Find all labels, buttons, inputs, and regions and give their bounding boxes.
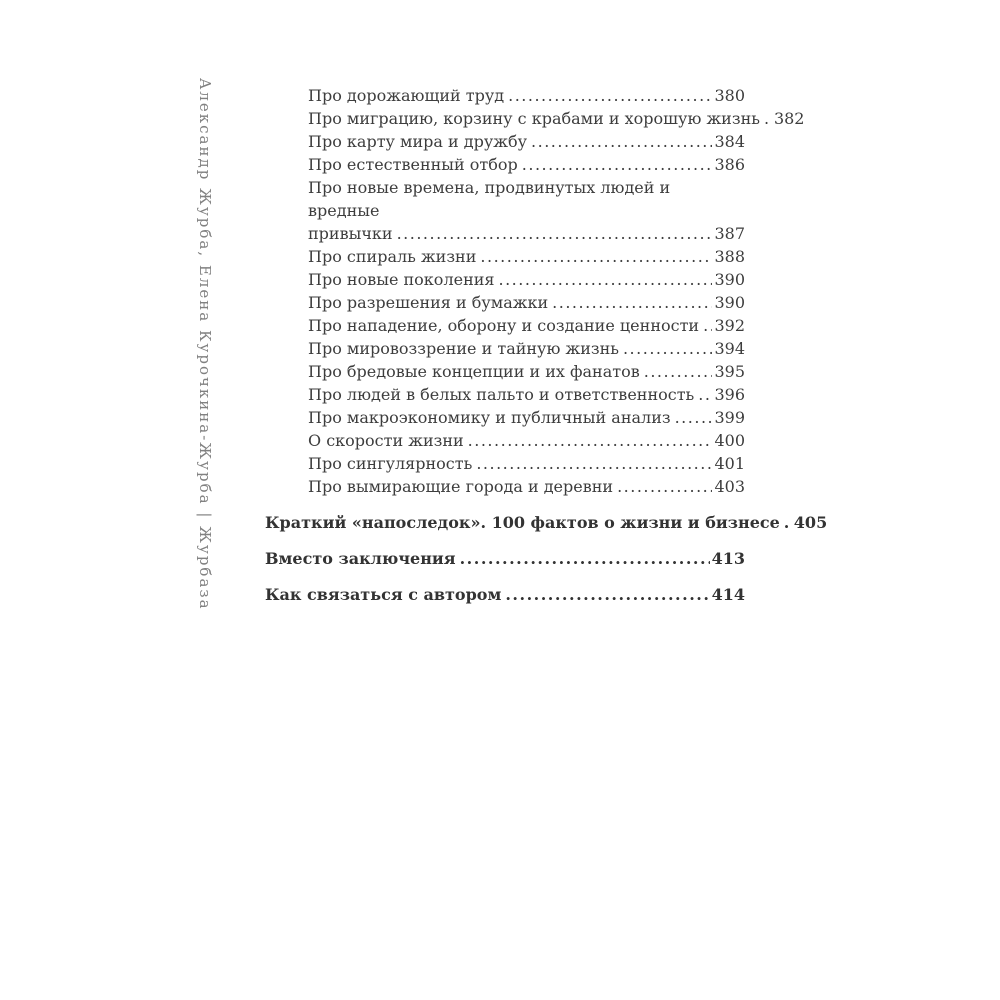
toc-entry-title: Про сингулярность xyxy=(308,454,473,473)
toc-entry xyxy=(265,222,745,245)
toc-entry-title: Как связаться с автором xyxy=(265,585,502,604)
toc-entry xyxy=(265,291,745,314)
toc-entry xyxy=(265,511,828,534)
toc-entry-page: 380 xyxy=(714,86,745,105)
toc-entry-title: Про вымирающие города и деревни xyxy=(308,477,614,496)
dot-leader xyxy=(703,314,712,337)
dot-leader xyxy=(476,452,712,475)
toc-list xyxy=(265,84,828,606)
toc-entry-page: 388 xyxy=(714,247,745,266)
dot-leader xyxy=(480,245,712,268)
dot-leader xyxy=(508,84,712,107)
toc-entry-page: 414 xyxy=(711,585,745,604)
dot-leader xyxy=(784,511,792,534)
dot-leader xyxy=(499,268,713,291)
toc-entry-page: 392 xyxy=(714,316,745,335)
toc-entry xyxy=(265,153,745,176)
toc-entry xyxy=(265,583,745,606)
toc-entry xyxy=(265,314,745,337)
toc-entry xyxy=(265,547,745,570)
dot-leader xyxy=(623,337,712,360)
toc-entry-page: 384 xyxy=(714,132,745,151)
toc-entry-page: 386 xyxy=(714,155,745,174)
toc-entry-title: Про разрешения и бумажки xyxy=(308,293,549,312)
toc-entry-page: 401 xyxy=(714,454,745,473)
toc-entry-page: 390 xyxy=(714,270,745,289)
toc-entry-page: 390 xyxy=(714,293,745,312)
toc-entry xyxy=(265,406,745,429)
dot-leader xyxy=(460,547,710,570)
toc-entry-title: Про естественный отбор xyxy=(308,155,518,174)
dot-leader xyxy=(397,222,713,245)
toc-entry-title: Вместо заключения xyxy=(265,549,456,568)
dot-leader xyxy=(468,429,713,452)
toc-entry-title: Про новые поколения xyxy=(308,270,495,289)
spine-author-title: Александр Журба, Елена Курочкина-Журба | Журбаза xyxy=(196,78,214,611)
toc-entry xyxy=(265,84,745,107)
toc-entry-page: 396 xyxy=(714,385,745,404)
toc-entry-title: Про спираль жизни xyxy=(308,247,477,266)
toc-entry xyxy=(265,475,745,498)
toc-entry xyxy=(265,245,745,268)
toc-entry-page: 399 xyxy=(714,408,745,427)
toc-entry-page: 403 xyxy=(714,477,745,496)
toc-entry-title: Про людей в белых пальто и ответственность xyxy=(308,385,695,404)
dot-leader xyxy=(617,475,712,498)
dot-leader xyxy=(522,153,713,176)
toc-entry-title: Про карту мира и дружбу xyxy=(308,132,528,151)
dot-leader xyxy=(644,360,713,383)
toc-entry-page: 405 xyxy=(793,513,828,532)
toc-entry-title: Про новые времена, продвинутых людей и вредные xyxy=(308,178,671,220)
toc-entry xyxy=(265,337,745,360)
toc-entry xyxy=(265,429,745,452)
toc-entry-page: 413 xyxy=(711,549,745,568)
toc-entry xyxy=(265,107,805,130)
toc-entry-page: 400 xyxy=(714,431,745,450)
dot-leader xyxy=(698,383,712,406)
toc-entry xyxy=(265,452,745,475)
dot-leader xyxy=(764,107,772,130)
toc-entry-title: Про миграцию, корзину с крабами и хорошую жизнь xyxy=(308,109,760,128)
toc-entry-page: 387 xyxy=(714,224,745,243)
dot-leader xyxy=(505,583,709,606)
toc-entry-page: 395 xyxy=(714,362,745,381)
toc-entry-title: Про мировоззрение и тайную жизнь xyxy=(308,339,619,358)
toc-entry-title: Про макроэкономику и публичный анализ xyxy=(308,408,671,427)
toc-entry-title: Краткий «напоследок». 100 фактов о жизни и бизнесе xyxy=(265,513,780,532)
toc-entry-page: 394 xyxy=(714,339,745,358)
toc-entry xyxy=(265,360,745,383)
toc-entry-title: Про бредовые концепции и их фанатов xyxy=(308,362,640,381)
toc-entry xyxy=(265,383,745,406)
toc-entry xyxy=(265,176,745,222)
dot-leader xyxy=(675,406,713,429)
toc-entry-page: 382 xyxy=(773,109,805,128)
toc-entry-title: привычки xyxy=(308,224,393,243)
toc-entry-title: О скорости жизни xyxy=(308,431,464,450)
toc-entry-title: Про нападение, оборону и создание ценности xyxy=(308,316,700,335)
dot-leader xyxy=(552,291,712,314)
toc-entry-title: Про дорожающий труд xyxy=(308,86,505,105)
dot-leader xyxy=(531,130,712,153)
toc-entry xyxy=(265,268,745,291)
toc-entry xyxy=(265,130,745,153)
